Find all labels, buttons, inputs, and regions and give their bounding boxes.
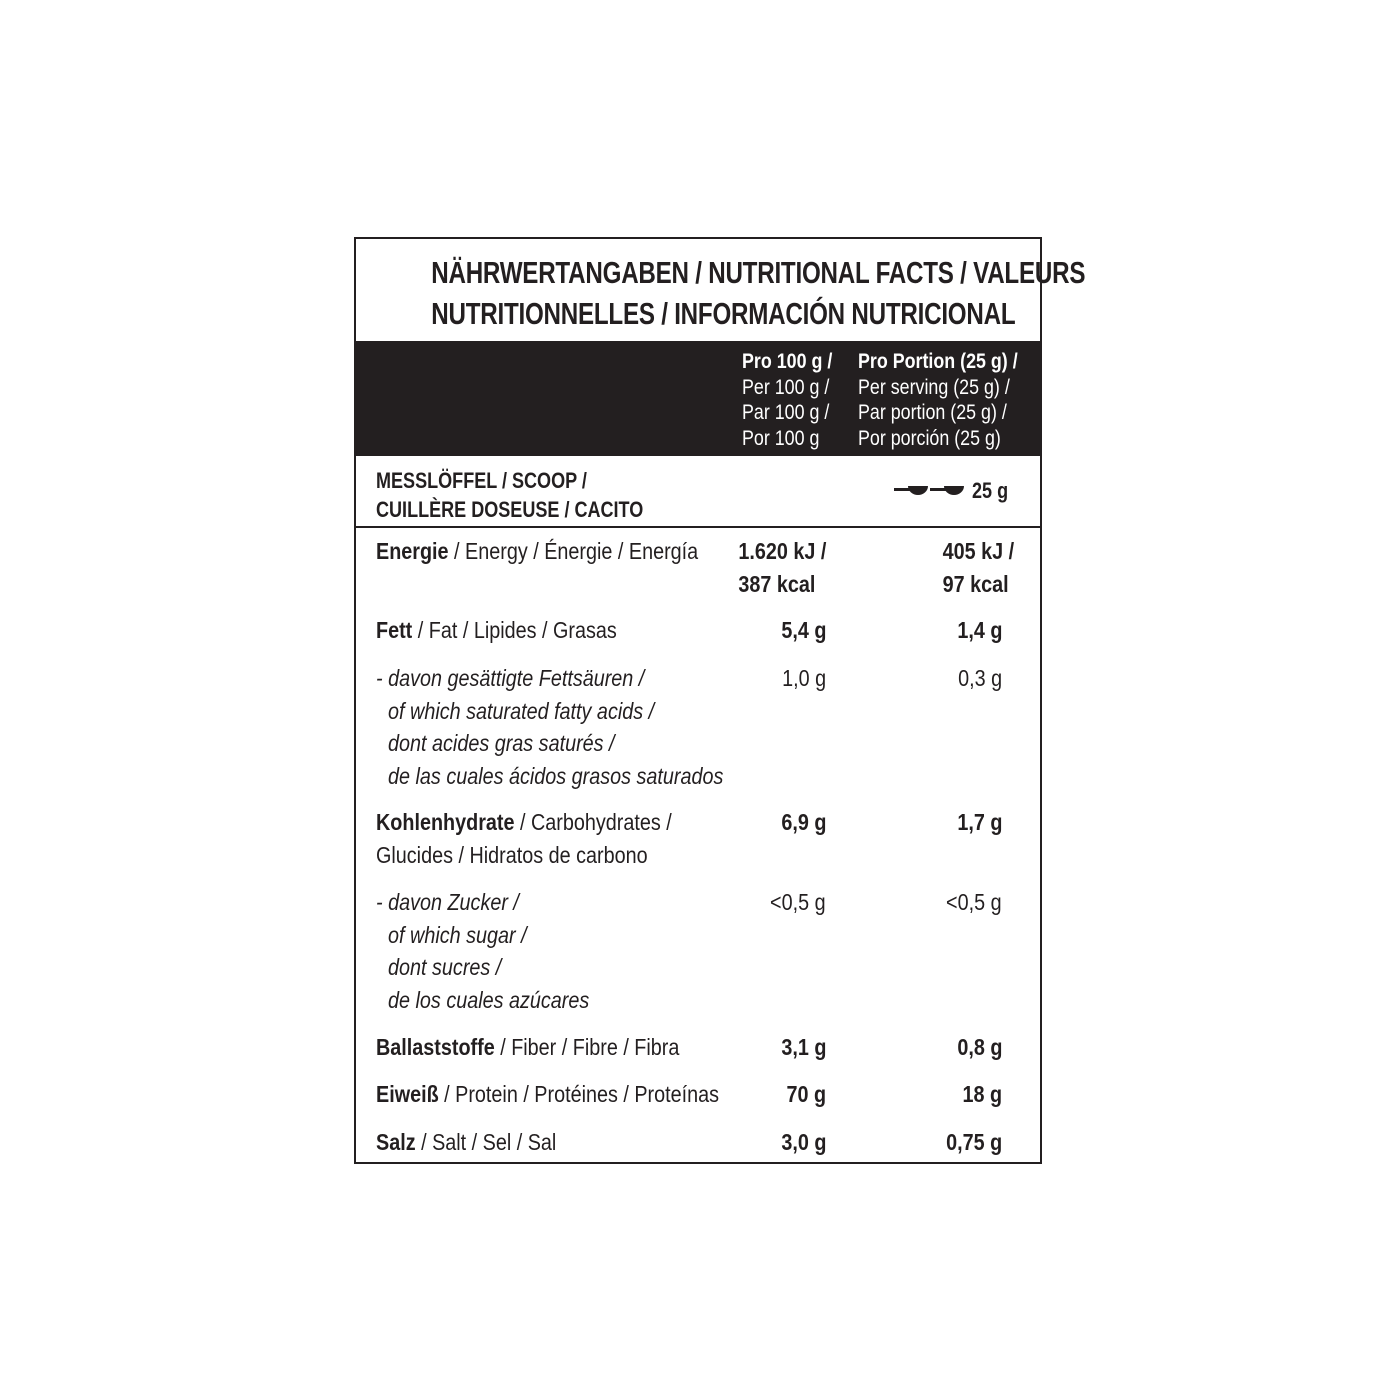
per-serving-header-en: Per serving (25 g) / <box>858 375 1010 399</box>
per-serving-value: 0,3 g <box>958 665 1002 691</box>
scoop-icon <box>894 480 966 500</box>
per-serving-header-de: Pro Portion (25 g) / <box>858 350 1018 373</box>
per-100g-header <box>742 349 832 451</box>
nutrient-name: Ballaststoffe / Fiber / Fibre / Fibra <box>376 1034 680 1060</box>
per-serving-value: 405 kJ / 97 kcal <box>942 538 1014 597</box>
per-100g-value: 3,0 g <box>780 1129 826 1155</box>
per-100g-header-es: Por 100 g <box>742 426 820 450</box>
per-100g-value: 6,9 g <box>780 809 826 835</box>
per-100g-header-en: Per 100 g / <box>742 375 830 399</box>
per-100g-header-fr: Par 100 g / <box>742 401 830 424</box>
nutrient-name: Energie / Energy / Énergie / Energía <box>376 538 699 564</box>
column-header-band <box>356 341 1040 456</box>
per-100g-value: <0,5 g <box>770 889 826 915</box>
scoop-label-line-1: MESSLÖFFEL / SCOOP / <box>376 468 587 493</box>
per-100g-value: 1.620 kJ / 387 kcal <box>738 538 826 597</box>
nutrient-name: Fett / Fat / Lipides / Grasas <box>376 617 617 643</box>
per-serving-value: 1,7 g <box>956 809 1002 835</box>
per-100g-header-de: Pro 100 g / <box>742 350 833 373</box>
scoop-label-line-2: CUILLÈRE DOSEUSE / CACITO <box>376 497 644 522</box>
per-serving-header-es: Por porción (25 g) <box>858 426 1001 450</box>
per-serving-value: 0,8 g <box>956 1034 1002 1060</box>
nutrition-facts-label <box>354 237 1086 1164</box>
scoop-label <box>376 466 643 524</box>
label-title <box>431 239 1086 341</box>
per-100g-value: 3,1 g <box>780 1034 826 1060</box>
per-serving-value: 1,4 g <box>956 617 1002 643</box>
nutrient-name: - davon Zucker / of which sugar / dont sucres / de los cuales azúcares <box>376 889 590 1013</box>
per-serving-value: 18 g <box>962 1081 1002 1107</box>
nutrient-name: Salz / Salt / Sel / Sal <box>376 1129 557 1155</box>
scoop-icon-2 <box>930 486 964 495</box>
scoop-row <box>356 456 1040 528</box>
scoop-value: 25 g <box>972 478 1009 503</box>
per-serving-header-fr: Par portion (25 g) / <box>858 401 1007 424</box>
nutrient-name: - davon gesättigte Fettsäuren / of which saturated fatty acids / dont acides gras saturés / de las cuales ácidos grasos saturados <box>376 665 724 789</box>
title-line-1: NÄHRWERTANGABEN / NUTRITIONAL FACTS / VALEURS <box>431 255 1086 290</box>
per-serving-value: 0,75 g <box>945 1129 1002 1155</box>
title-line-2: NUTRITIONNELLES / INFORMACIÓN NUTRICIONAL <box>431 296 1016 331</box>
nutrient-name: Kohlenhydrate / Carbohydrates / Glucides / Hidratos de carbono <box>376 809 672 868</box>
per-serving-value: <0,5 g <box>946 889 1002 915</box>
per-serving-header <box>858 349 1018 451</box>
per-100g-value: 5,4 g <box>780 617 826 643</box>
scoop-icon-1 <box>894 486 928 495</box>
per-100g-value: 70 g <box>786 1081 826 1107</box>
per-100g-value: 1,0 g <box>782 665 826 691</box>
nutrient-name: Eiweiß / Protein / Protéines / Proteínas <box>376 1081 720 1107</box>
